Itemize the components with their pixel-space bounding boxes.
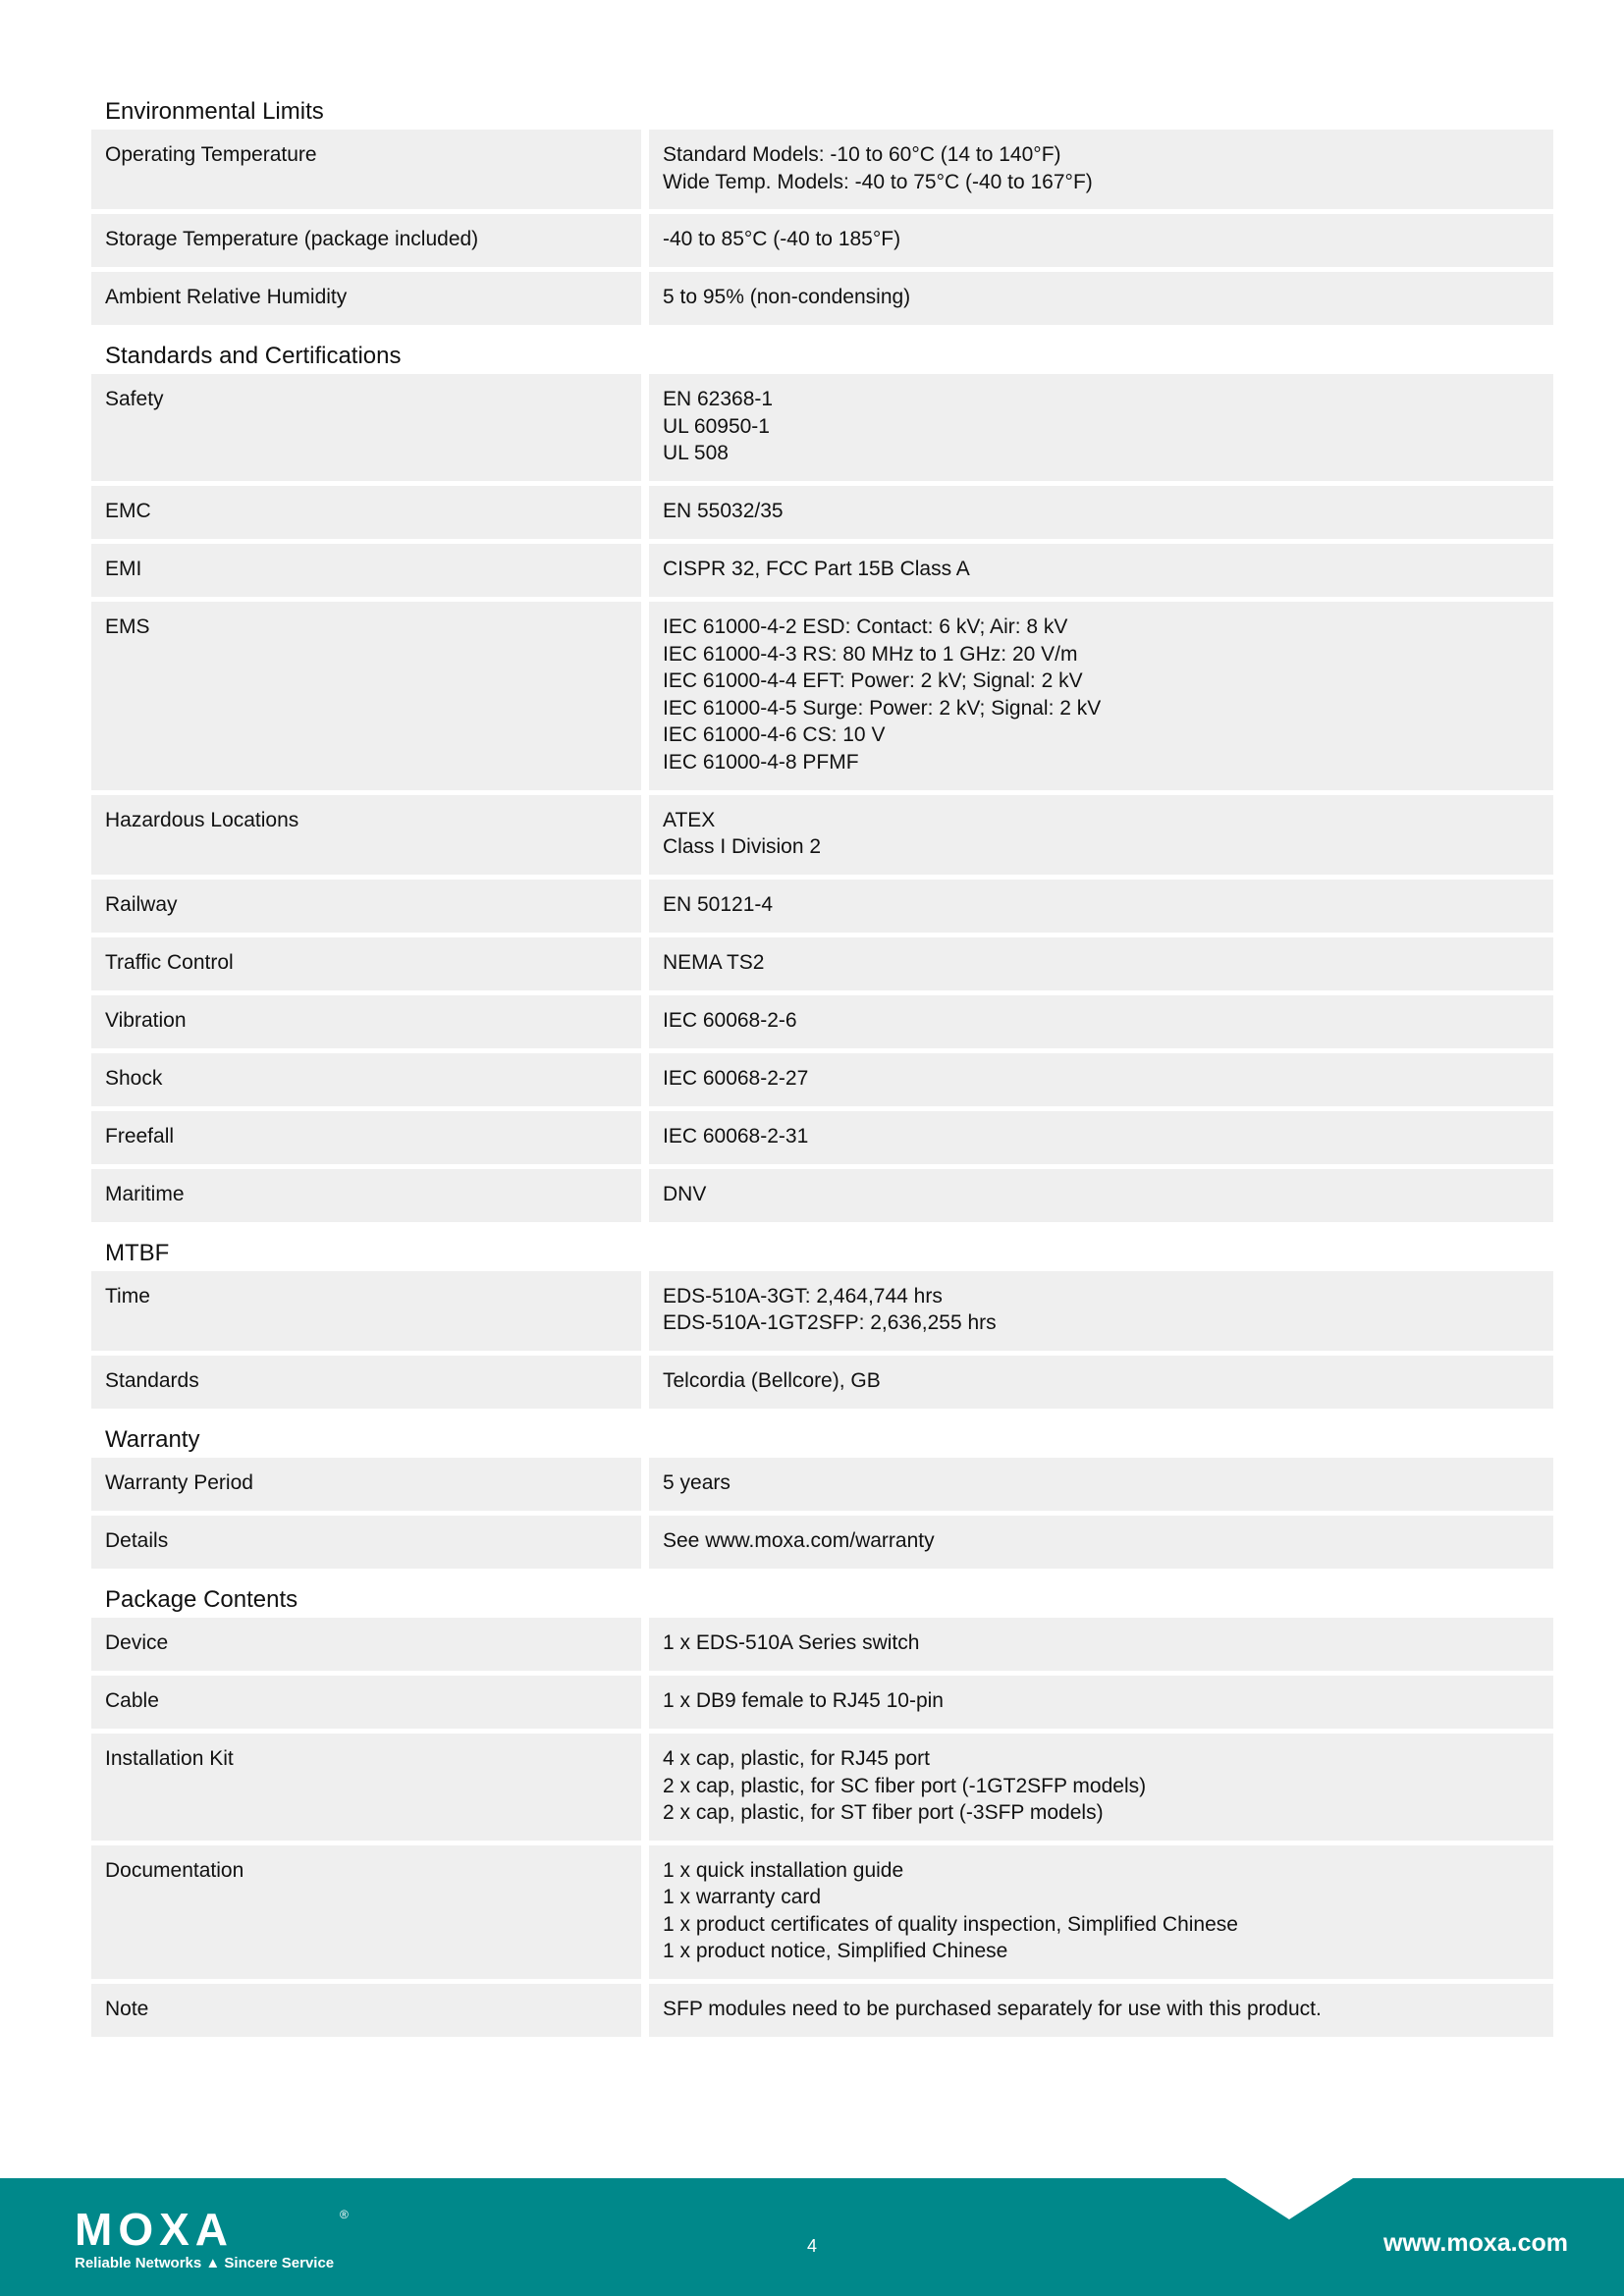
spec-row bbox=[91, 937, 1553, 990]
spec-row bbox=[91, 486, 1553, 539]
spec-value bbox=[649, 1271, 1553, 1351]
spec-label: Note bbox=[91, 1984, 641, 2037]
spec-row bbox=[91, 995, 1553, 1048]
spec-table bbox=[91, 1618, 1553, 2037]
spec-value-line: 5 years bbox=[663, 1470, 731, 1494]
spec-value-line: IEC 61000-4-2 ESD: Contact: 6 kV; Air: 8 kV bbox=[663, 614, 1068, 638]
spec-value-line: EN 50121-4 bbox=[663, 892, 774, 916]
spec-value bbox=[649, 486, 1553, 539]
spec-value-line: 2 x cap, plastic, for ST fiber port (-3SFP models) bbox=[663, 1801, 1104, 1825]
spec-value-line: EDS-510A-1GT2SFP: 2,636,255 hrs bbox=[663, 1311, 997, 1335]
spec-value-line: 1 x quick installation guide bbox=[663, 1858, 904, 1882]
spec-value bbox=[649, 214, 1553, 267]
spec-row bbox=[91, 1984, 1553, 2037]
spec-value bbox=[649, 1516, 1553, 1569]
spec-value-line: 1 x DB9 female to RJ45 10-pin bbox=[663, 1688, 944, 1712]
spec-label: Storage Temperature (package included) bbox=[91, 214, 641, 267]
spec-value-line: 1 x product notice, Simplified Chinese bbox=[663, 1940, 1008, 1963]
footer-url: www.moxa.com bbox=[1382, 2229, 1568, 2257]
registered-mark: ® bbox=[340, 2208, 349, 2221]
spec-value bbox=[649, 1356, 1553, 1409]
spec-row bbox=[91, 214, 1553, 267]
spec-value-line: 1 x EDS-510A Series switch bbox=[663, 1630, 920, 1654]
spec-value-line: 1 x product certificates of quality inspection, Simplified Chinese bbox=[663, 1912, 1238, 1936]
spec-row bbox=[91, 1458, 1553, 1511]
spec-row bbox=[91, 1676, 1553, 1729]
spec-value-line: UL 508 bbox=[663, 442, 729, 465]
spec-label: Details bbox=[91, 1516, 641, 1569]
spec-value-line: 4 x cap, plastic, for RJ45 port bbox=[663, 1746, 930, 1770]
spec-value bbox=[649, 1169, 1553, 1222]
page-number: 4 bbox=[806, 2236, 817, 2256]
spec-row bbox=[91, 602, 1553, 790]
spec-label: Maritime bbox=[91, 1169, 641, 1222]
spec-value bbox=[649, 1984, 1553, 2037]
spec-row bbox=[91, 1516, 1553, 1569]
spec-row bbox=[91, 1618, 1553, 1671]
spec-value bbox=[649, 544, 1553, 597]
spec-label: Cable bbox=[91, 1676, 641, 1729]
spec-value-line: SFP modules need to be purchased separately for use with this product. bbox=[663, 1998, 1322, 2021]
spec-value-line: NEMA TS2 bbox=[663, 950, 765, 974]
spec-value bbox=[649, 995, 1553, 1048]
spec-value bbox=[649, 795, 1553, 875]
spec-value bbox=[649, 602, 1553, 790]
spec-value-line: ATEX bbox=[663, 808, 716, 831]
spec-label: Warranty Period bbox=[91, 1458, 641, 1511]
spec-label: EMS bbox=[91, 602, 641, 790]
spec-value bbox=[649, 1111, 1553, 1164]
spec-value bbox=[649, 130, 1553, 209]
spec-label: Shock bbox=[91, 1053, 641, 1106]
spec-value-line: -40 to 85°C (-40 to 185°F) bbox=[663, 228, 901, 251]
spec-row bbox=[91, 1169, 1553, 1222]
spec-value-line: IEC 60068-2-27 bbox=[663, 1066, 809, 1090]
spec-value-line: Standard Models: -10 to 60°C (14 to 140°F) bbox=[663, 143, 1061, 166]
spec-value-line: UL 60950-1 bbox=[663, 414, 770, 438]
spec-row bbox=[91, 272, 1553, 325]
spec-row bbox=[91, 1111, 1553, 1164]
spec-label: EMC bbox=[91, 486, 641, 539]
spec-value-line: Class I Division 2 bbox=[663, 835, 822, 859]
spec-table bbox=[91, 130, 1553, 325]
spec-row bbox=[91, 130, 1553, 209]
spec-value-line: IEC 61000-4-4 EFT: Power: 2 kV; Signal: 2 kV bbox=[663, 669, 1083, 693]
spec-value-line: IEC 61000-4-6 CS: 10 V bbox=[663, 723, 886, 747]
spec-value-line: Telcordia (Bellcore), GB bbox=[663, 1368, 881, 1392]
spec-value-line: See www.moxa.com/warranty bbox=[663, 1528, 935, 1552]
spec-label: Device bbox=[91, 1618, 641, 1671]
spec-table bbox=[91, 374, 1553, 1222]
spec-row bbox=[91, 544, 1553, 597]
page-footer bbox=[0, 2178, 1624, 2296]
section-title: Standards and Certifications bbox=[105, 343, 402, 370]
spec-value bbox=[649, 1734, 1553, 1841]
moxa-logo bbox=[75, 2206, 359, 2274]
spec-value bbox=[649, 1676, 1553, 1729]
spec-value-line: CISPR 32, FCC Part 15B Class A bbox=[663, 557, 970, 580]
spec-value bbox=[649, 1845, 1553, 1979]
spec-value-line: IEC 60068-2-31 bbox=[663, 1124, 809, 1148]
spec-value bbox=[649, 1618, 1553, 1671]
spec-label: Ambient Relative Humidity bbox=[91, 272, 641, 325]
spec-content bbox=[91, 94, 1553, 2037]
spec-row bbox=[91, 1271, 1553, 1351]
logo-tagline: Reliable Networks ▲ Sincere Service bbox=[75, 2255, 335, 2271]
spec-value bbox=[649, 272, 1553, 325]
spec-table bbox=[91, 1458, 1553, 1569]
logo-wordmark: MOXA bbox=[75, 2204, 234, 2255]
spec-table bbox=[91, 1271, 1553, 1409]
spec-value-line: Wide Temp. Models: -40 to 75°C (-40 to 167°F) bbox=[663, 170, 1093, 193]
spec-label: Documentation bbox=[91, 1845, 641, 1979]
spec-value-line: EN 62368-1 bbox=[663, 388, 774, 411]
spec-value bbox=[649, 880, 1553, 933]
spec-label: Standards bbox=[91, 1356, 641, 1409]
section-title: MTBF bbox=[105, 1239, 170, 1266]
spec-value-line: EDS-510A-3GT: 2,464,744 hrs bbox=[663, 1284, 943, 1308]
spec-row bbox=[91, 1845, 1553, 1979]
spec-row bbox=[91, 795, 1553, 875]
spec-value-line: 5 to 95% (non-condensing) bbox=[663, 286, 911, 309]
spec-value-line: IEC 60068-2-6 bbox=[663, 1008, 797, 1032]
spec-label: Traffic Control bbox=[91, 937, 641, 990]
spec-value-line: EN 55032/35 bbox=[663, 499, 784, 522]
spec-value-line: IEC 61000-4-8 PFMF bbox=[663, 750, 859, 774]
spec-row bbox=[91, 374, 1553, 481]
section-title: Environmental Limits bbox=[105, 98, 324, 125]
spec-label: Operating Temperature bbox=[91, 130, 641, 209]
spec-label: Vibration bbox=[91, 995, 641, 1048]
spec-label: Hazardous Locations bbox=[91, 795, 641, 875]
footer-notch bbox=[1225, 2178, 1353, 2219]
spec-value bbox=[649, 937, 1553, 990]
spec-value bbox=[649, 1458, 1553, 1511]
spec-row bbox=[91, 1356, 1553, 1409]
spec-row bbox=[91, 1053, 1553, 1106]
spec-value bbox=[649, 1053, 1553, 1106]
spec-label: EMI bbox=[91, 544, 641, 597]
spec-label: Freefall bbox=[91, 1111, 641, 1164]
spec-row bbox=[91, 880, 1553, 933]
spec-label: Safety bbox=[91, 374, 641, 481]
spec-value-line: IEC 61000-4-5 Surge: Power: 2 kV; Signal: 2 kV bbox=[663, 696, 1102, 720]
spec-value bbox=[649, 374, 1553, 481]
spec-label: Installation Kit bbox=[91, 1734, 641, 1841]
spec-value-line: 2 x cap, plastic, for SC fiber port (-1GT2SFP models) bbox=[663, 1774, 1147, 1797]
spec-label: Railway bbox=[91, 880, 641, 933]
spec-value-line: IEC 61000-4-3 RS: 80 MHz to 1 GHz: 20 V/m bbox=[663, 642, 1078, 666]
spec-label: Time bbox=[91, 1271, 641, 1351]
section-title: Package Contents bbox=[105, 1585, 298, 1613]
spec-value-line: DNV bbox=[663, 1182, 707, 1205]
section-title: Warranty bbox=[105, 1425, 200, 1453]
spec-row bbox=[91, 1734, 1553, 1841]
spec-value-line: 1 x warranty card bbox=[663, 1886, 822, 1909]
